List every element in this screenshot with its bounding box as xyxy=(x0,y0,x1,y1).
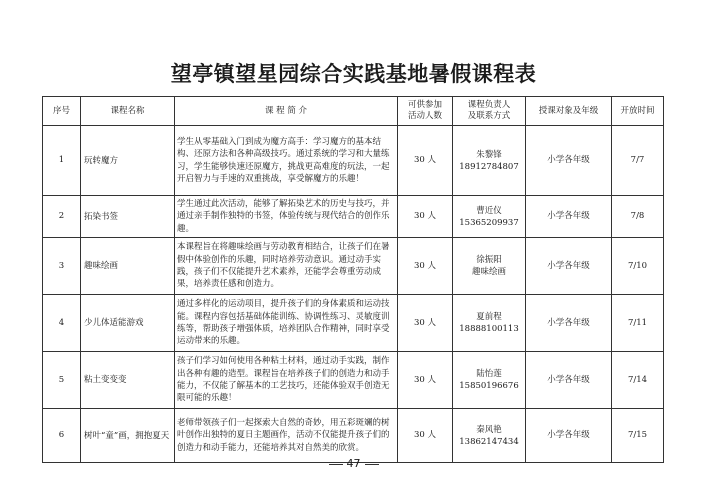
row-no: 1 xyxy=(43,126,81,196)
header-name: 课程名称 xyxy=(81,97,175,126)
contact-person: 徐振阳 xyxy=(476,255,502,265)
right-dash xyxy=(365,464,379,465)
open-date: 7/15 xyxy=(612,409,664,463)
course-name: 树叶“童”画，拥抱夏天 xyxy=(81,409,175,463)
capacity: 30 人 xyxy=(398,196,453,238)
row-no: 3 xyxy=(43,238,81,295)
course-name: 拓染书签 xyxy=(81,196,175,238)
contact-person: 秦风艳 xyxy=(476,424,502,435)
contact xyxy=(453,238,526,295)
contact xyxy=(453,352,526,409)
contact xyxy=(453,409,526,463)
capacity: 30 人 xyxy=(398,409,453,463)
table-row xyxy=(43,409,664,463)
header-date: 开放时间 xyxy=(612,97,664,126)
target-grade: 小学各年级 xyxy=(526,409,612,463)
target-grade: 小学各年级 xyxy=(526,126,612,196)
course-intro: 学生从零基础入门到成为魔方高手：学习魔方的基本结构、还原方法和各种高级技巧。通过系统的学习和大量练习，学生能够快速还原魔方，挑战更高难度的玩法，一起开启智力与手速的双重挑战，享受解魔方的乐趣！ xyxy=(175,126,398,196)
left-dash xyxy=(329,464,343,465)
course-name: 趣味绘画 xyxy=(81,238,175,295)
contact-phone: 15850196676 xyxy=(459,381,519,391)
course-name: 少儿体适能游戏 xyxy=(81,295,175,352)
contact-person: 曹近仪 xyxy=(476,205,502,216)
contact-phone: 18912784807 xyxy=(459,161,519,172)
table-row xyxy=(43,196,664,238)
target-grade: 小学各年级 xyxy=(526,238,612,295)
contact-phone: 13862147434 xyxy=(459,436,519,447)
course-intro: 孩子们学习如何使用各种粘土材料，通过动手实践，制作出各种有趣的造型。课程旨在培养孩子们的创造力和动手能力，不仅能了解基本的工艺技巧，还能体验双手创造无限可能的乐趣！ xyxy=(175,352,398,409)
contact-person: 陆怡莲 xyxy=(476,369,502,379)
open-date: 7/10 xyxy=(612,238,664,295)
page-footer xyxy=(0,457,707,470)
target-grade: 小学各年级 xyxy=(526,196,612,238)
open-date: 7/8 xyxy=(612,196,664,238)
table-row xyxy=(43,238,664,295)
capacity: 30 人 xyxy=(398,295,453,352)
contact-phone: 趣味绘画 xyxy=(471,267,506,277)
row-no: 5 xyxy=(43,352,81,409)
open-date: 7/14 xyxy=(612,352,664,409)
contact-phone: 15365209937 xyxy=(459,217,519,228)
header-no: 序号 xyxy=(43,97,81,126)
header-intro: 课 程 简 介 xyxy=(175,97,398,126)
course-name: 粘土变变变 xyxy=(81,352,175,409)
contact-person: 夏前程 xyxy=(476,312,502,322)
header-contact: 课程负责人 及联系方式 xyxy=(453,97,526,126)
target-grade: 小学各年级 xyxy=(526,295,612,352)
row-no: 4 xyxy=(43,295,81,352)
contact xyxy=(453,196,526,238)
course-intro: 学生通过此次活动，能够了解拓染艺术的历史与技巧，并通过亲手制作独特的书签，体验传统与现代结合的创作乐趣。 xyxy=(175,196,398,238)
table-row xyxy=(43,352,664,409)
header-row xyxy=(43,97,664,126)
capacity: 30 人 xyxy=(398,126,453,196)
course-intro: 老师带领孩子们一起探索大自然的奇妙，用五彩斑斓的树叶创作出独特的夏日主题画作，活动不仅能提升孩子们的创造力和动手能力，还能培养其对自然美的欣赏。 xyxy=(175,409,398,463)
contact xyxy=(453,126,526,196)
target-grade: 小学各年级 xyxy=(526,352,612,409)
course-intro: 通过多样化的运动项目，提升孩子们的身体素质和运动技能。课程内容包括基础体能训练、协调性练习、灵敏度训练等，帮助孩子增强体质，培养团队合作精神，同时享受运动带来的乐趣。 xyxy=(175,295,398,352)
header-capacity: 可供参加 活动人数 xyxy=(398,97,453,126)
page-title: 望亭镇望星园综合实践基地暑假课程表 xyxy=(170,61,537,86)
contact-phone: 18888100113 xyxy=(459,324,519,334)
table-row xyxy=(43,295,664,352)
course-intro: 本课程旨在将趣味绘画与劳动教育相结合，让孩子们在暑假中体验创作的乐趣，同时培养劳动意识。通过动手实践，孩子们不仅能提升艺术素养，还能学会尊重劳动成果，培养责任感和创造力。 xyxy=(175,238,398,295)
capacity: 30 人 xyxy=(398,238,453,295)
header-target: 授课对象及年级 xyxy=(526,97,612,126)
contact xyxy=(453,295,526,352)
capacity: 30 人 xyxy=(398,352,453,409)
contact-person: 朱黎锋 xyxy=(476,149,502,160)
open-date: 7/7 xyxy=(612,126,664,196)
row-no: 6 xyxy=(43,409,81,463)
open-date: 7/11 xyxy=(612,295,664,352)
row-no: 2 xyxy=(43,196,81,238)
course-name: 玩转魔方 xyxy=(81,126,175,196)
schedule-table xyxy=(42,96,664,463)
page-number: 47 xyxy=(346,457,361,470)
table-row xyxy=(43,126,664,196)
